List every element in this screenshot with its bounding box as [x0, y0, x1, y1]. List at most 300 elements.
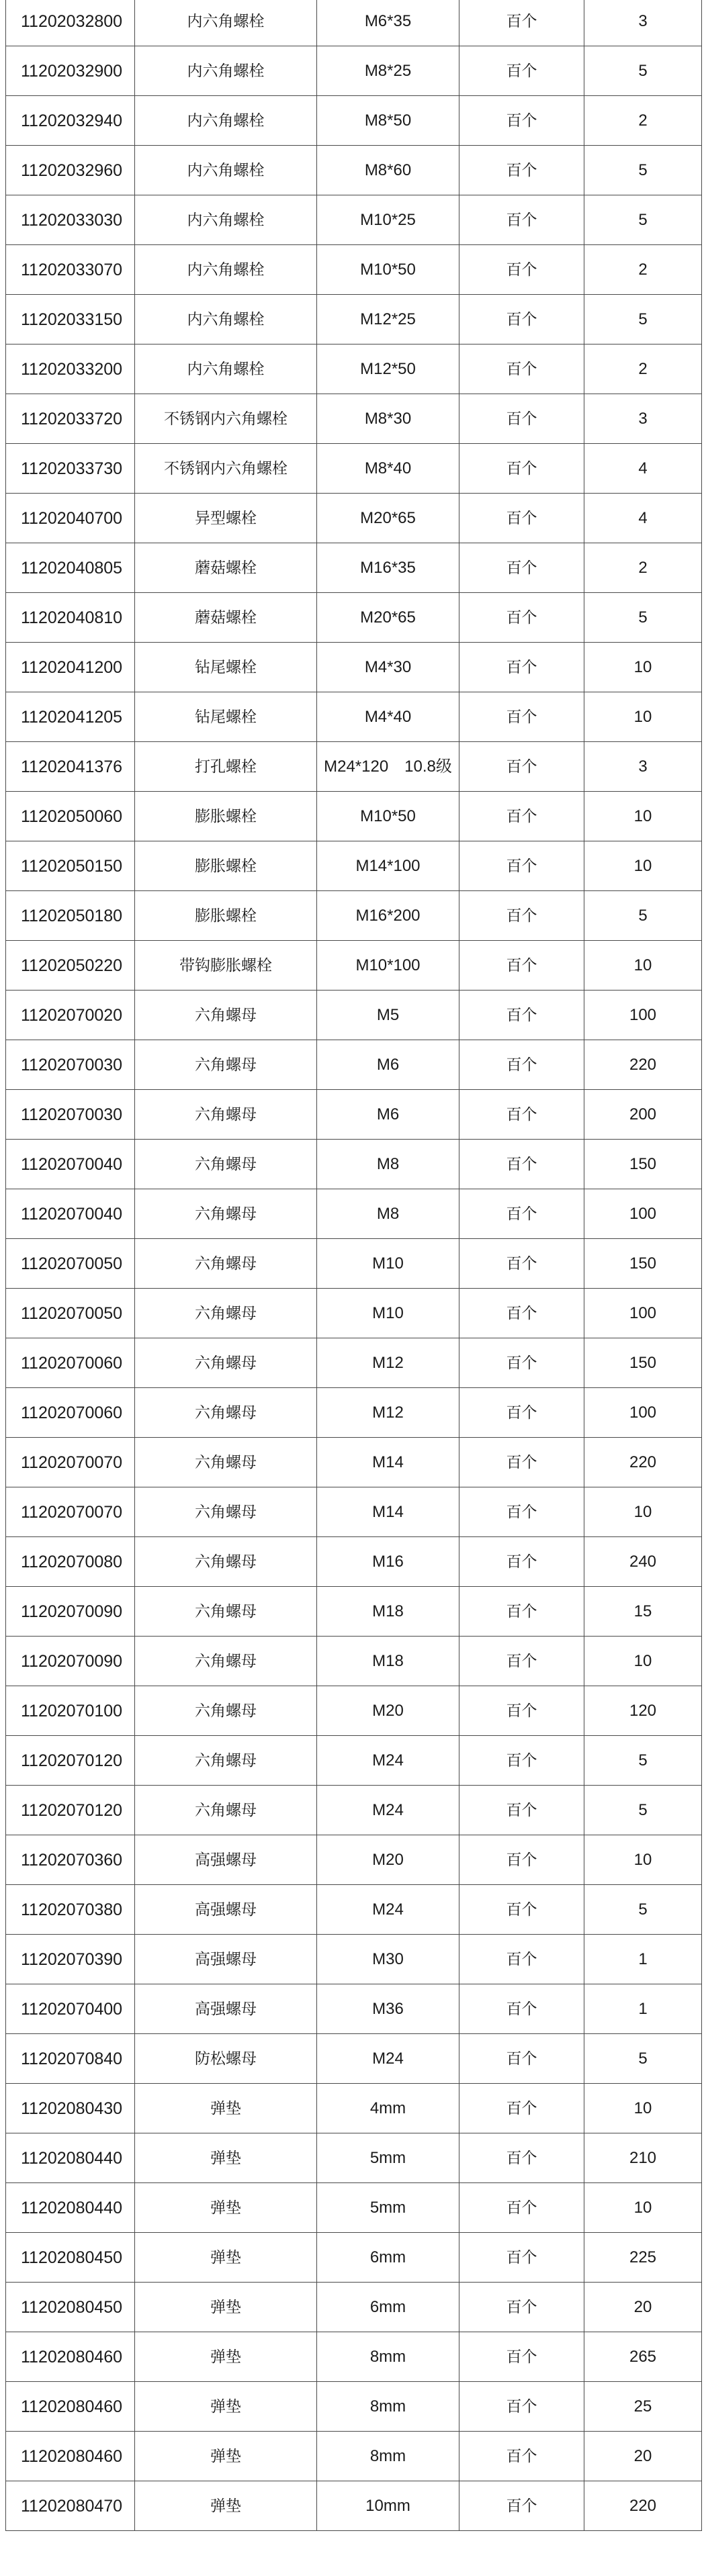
item-unit-cell: 百个: [459, 46, 584, 96]
parts-table: [5, 0, 702, 2531]
table-row: [6, 1388, 702, 1438]
item-name-cell: 六角螺母: [135, 1438, 317, 1487]
item-name-cell: 高强螺母: [135, 1984, 317, 2034]
item-unit-cell: 百个: [459, 1984, 584, 2034]
item-spec-cell: M8*25: [317, 46, 459, 96]
item-name-cell: 膨胀螺栓: [135, 841, 317, 891]
item-unit-cell: 百个: [459, 195, 584, 245]
item-spec-cell: 10mm: [317, 2481, 459, 2531]
item-qty-cell: 25: [584, 2382, 702, 2432]
item-name-cell: 蘑菇螺栓: [135, 593, 317, 643]
table-row: [6, 2382, 702, 2432]
item-name-cell: 弹垫: [135, 2133, 317, 2183]
item-code-cell: 11202080470: [6, 2481, 135, 2531]
item-spec-cell: 8mm: [317, 2432, 459, 2481]
item-spec-cell: M24*120 10.8级: [317, 742, 459, 792]
item-qty-cell: 4: [584, 494, 702, 543]
table-row: [6, 643, 702, 692]
item-spec-cell: M24: [317, 1786, 459, 1835]
item-unit-cell: 百个: [459, 1289, 584, 1338]
item-name-cell: 弹垫: [135, 2233, 317, 2283]
table-row: [6, 1935, 702, 1984]
item-code-cell: 11202041200: [6, 643, 135, 692]
item-spec-cell: M20: [317, 1835, 459, 1885]
item-code-cell: 11202050060: [6, 792, 135, 841]
item-qty-cell: 5: [584, 891, 702, 941]
item-unit-cell: 百个: [459, 643, 584, 692]
item-qty-cell: 220: [584, 1040, 702, 1090]
item-qty-cell: 10: [584, 1487, 702, 1537]
item-spec-cell: M8*30: [317, 394, 459, 444]
item-spec-cell: M6*35: [317, 0, 459, 46]
table-row: [6, 1289, 702, 1338]
item-code-cell: 11202070080: [6, 1537, 135, 1587]
item-qty-cell: 10: [584, 1835, 702, 1885]
table-row: [6, 1736, 702, 1786]
item-unit-cell: 百个: [459, 1090, 584, 1140]
item-qty-cell: 5: [584, 295, 702, 344]
item-spec-cell: M30: [317, 1935, 459, 1984]
item-qty-cell: 5: [584, 2034, 702, 2084]
table-row: [6, 146, 702, 195]
item-unit-cell: 百个: [459, 1040, 584, 1090]
item-unit-cell: 百个: [459, 1537, 584, 1587]
item-unit-cell: 百个: [459, 891, 584, 941]
table-row: [6, 1090, 702, 1140]
item-spec-cell: 6mm: [317, 2283, 459, 2332]
item-code-cell: 11202070360: [6, 1835, 135, 1885]
item-unit-cell: 百个: [459, 2034, 584, 2084]
item-qty-cell: 265: [584, 2332, 702, 2382]
item-spec-cell: M4*30: [317, 643, 459, 692]
item-code-cell: 11202032800: [6, 0, 135, 46]
item-spec-cell: M12: [317, 1338, 459, 1388]
item-spec-cell: M18: [317, 1637, 459, 1686]
table-row: [6, 1338, 702, 1388]
item-code-cell: 11202033030: [6, 195, 135, 245]
item-name-cell: 内六角螺栓: [135, 146, 317, 195]
item-name-cell: 弹垫: [135, 2084, 317, 2133]
item-qty-cell: 15: [584, 1587, 702, 1637]
item-code-cell: 11202070400: [6, 1984, 135, 2034]
table-row: [6, 1686, 702, 1736]
item-name-cell: 六角螺母: [135, 1388, 317, 1438]
item-qty-cell: 10: [584, 1637, 702, 1686]
item-unit-cell: 百个: [459, 2133, 584, 2183]
table-row: [6, 891, 702, 941]
item-qty-cell: 150: [584, 1338, 702, 1388]
item-name-cell: 六角螺母: [135, 1487, 317, 1537]
item-qty-cell: 20: [584, 2432, 702, 2481]
item-qty-cell: 1: [584, 1935, 702, 1984]
item-name-cell: 弹垫: [135, 2183, 317, 2233]
item-unit-cell: 百个: [459, 1239, 584, 1289]
item-code-cell: 11202070390: [6, 1935, 135, 1984]
item-spec-cell: M8: [317, 1140, 459, 1189]
table-row: [6, 245, 702, 295]
item-unit-cell: 百个: [459, 841, 584, 891]
table-row: [6, 394, 702, 444]
table-row: [6, 1239, 702, 1289]
item-code-cell: 11202070070: [6, 1438, 135, 1487]
item-code-cell: 11202032960: [6, 146, 135, 195]
item-spec-cell: M10: [317, 1289, 459, 1338]
item-unit-cell: 百个: [459, 444, 584, 494]
item-name-cell: 六角螺母: [135, 1537, 317, 1587]
item-unit-cell: 百个: [459, 742, 584, 792]
table-row: [6, 543, 702, 593]
item-code-cell: 11202080460: [6, 2332, 135, 2382]
item-name-cell: 防松螺母: [135, 2034, 317, 2084]
item-spec-cell: M6: [317, 1090, 459, 1140]
item-name-cell: 六角螺母: [135, 1140, 317, 1189]
item-unit-cell: 百个: [459, 1835, 584, 1885]
item-qty-cell: 200: [584, 1090, 702, 1140]
item-qty-cell: 150: [584, 1140, 702, 1189]
item-spec-cell: M20*65: [317, 593, 459, 643]
table-row: [6, 2133, 702, 2183]
item-code-cell: 11202050180: [6, 891, 135, 941]
item-code-cell: 11202080460: [6, 2432, 135, 2481]
table-row: [6, 1835, 702, 1885]
item-qty-cell: 10: [584, 841, 702, 891]
item-unit-cell: 百个: [459, 1438, 584, 1487]
item-name-cell: 六角螺母: [135, 1736, 317, 1786]
table-row: [6, 46, 702, 96]
item-spec-cell: M18: [317, 1587, 459, 1637]
item-unit-cell: 百个: [459, 1487, 584, 1537]
table-row: [6, 2233, 702, 2283]
item-qty-cell: 10: [584, 792, 702, 841]
item-code-cell: 11202070070: [6, 1487, 135, 1537]
table-row: [6, 295, 702, 344]
item-unit-cell: 百个: [459, 1786, 584, 1835]
table-row: [6, 1885, 702, 1935]
item-spec-cell: M36: [317, 1984, 459, 2034]
item-qty-cell: 100: [584, 1289, 702, 1338]
item-code-cell: 11202032900: [6, 46, 135, 96]
item-spec-cell: M4*40: [317, 692, 459, 742]
item-code-cell: 11202041205: [6, 692, 135, 742]
item-code-cell: 11202050220: [6, 941, 135, 991]
item-qty-cell: 220: [584, 1438, 702, 1487]
item-qty-cell: 225: [584, 2233, 702, 2283]
table-row: [6, 1637, 702, 1686]
item-unit-cell: 百个: [459, 2432, 584, 2481]
item-unit-cell: 百个: [459, 593, 584, 643]
item-spec-cell: M14: [317, 1487, 459, 1537]
item-name-cell: 高强螺母: [135, 1935, 317, 1984]
table-row: [6, 1189, 702, 1239]
item-spec-cell: M14*100: [317, 841, 459, 891]
item-name-cell: 六角螺母: [135, 1637, 317, 1686]
item-qty-cell: 2: [584, 344, 702, 394]
item-unit-cell: 百个: [459, 1140, 584, 1189]
item-qty-cell: 240: [584, 1537, 702, 1587]
item-unit-cell: 百个: [459, 344, 584, 394]
item-code-cell: 11202070040: [6, 1140, 135, 1189]
table-row: [6, 195, 702, 245]
item-name-cell: 钻尾螺栓: [135, 643, 317, 692]
item-spec-cell: M8*60: [317, 146, 459, 195]
item-name-cell: 异型螺栓: [135, 494, 317, 543]
item-qty-cell: 120: [584, 1686, 702, 1736]
item-name-cell: 内六角螺栓: [135, 245, 317, 295]
item-name-cell: 膨胀螺栓: [135, 891, 317, 941]
item-unit-cell: 百个: [459, 1637, 584, 1686]
item-spec-cell: 8mm: [317, 2382, 459, 2432]
item-code-cell: 11202080450: [6, 2283, 135, 2332]
item-spec-cell: M24: [317, 1736, 459, 1786]
item-code-cell: 11202050150: [6, 841, 135, 891]
item-qty-cell: 100: [584, 1189, 702, 1239]
item-code-cell: 11202070020: [6, 991, 135, 1040]
item-unit-cell: 百个: [459, 1388, 584, 1438]
item-spec-cell: M24: [317, 1885, 459, 1935]
item-spec-cell: M12: [317, 1388, 459, 1438]
item-qty-cell: 10: [584, 2084, 702, 2133]
item-unit-cell: 百个: [459, 941, 584, 991]
item-name-cell: 六角螺母: [135, 1686, 317, 1736]
item-spec-cell: M16*200: [317, 891, 459, 941]
item-qty-cell: 5: [584, 146, 702, 195]
item-qty-cell: 5: [584, 195, 702, 245]
item-code-cell: 11202070120: [6, 1786, 135, 1835]
item-qty-cell: 4: [584, 444, 702, 494]
table-row: [6, 2183, 702, 2233]
item-name-cell: 六角螺母: [135, 1189, 317, 1239]
table-row: [6, 344, 702, 394]
table-row: [6, 1040, 702, 1090]
item-name-cell: 六角螺母: [135, 1338, 317, 1388]
item-qty-cell: 150: [584, 1239, 702, 1289]
table-row: [6, 1487, 702, 1537]
item-spec-cell: M10*25: [317, 195, 459, 245]
item-unit-cell: 百个: [459, 146, 584, 195]
item-unit-cell: 百个: [459, 245, 584, 295]
table-row: [6, 2432, 702, 2481]
table-row: [6, 1438, 702, 1487]
table-row: [6, 841, 702, 891]
item-name-cell: 钻尾螺栓: [135, 692, 317, 742]
item-qty-cell: 10: [584, 643, 702, 692]
item-qty-cell: 100: [584, 1388, 702, 1438]
item-code-cell: 11202040810: [6, 593, 135, 643]
item-code-cell: 11202080440: [6, 2183, 135, 2233]
item-unit-cell: 百个: [459, 2283, 584, 2332]
item-name-cell: 弹垫: [135, 2283, 317, 2332]
item-name-cell: 不锈钢内六角螺栓: [135, 394, 317, 444]
item-code-cell: 11202080460: [6, 2382, 135, 2432]
item-name-cell: 高强螺母: [135, 1885, 317, 1935]
item-code-cell: 11202070120: [6, 1736, 135, 1786]
item-unit-cell: 百个: [459, 1587, 584, 1637]
item-unit-cell: 百个: [459, 2084, 584, 2133]
item-unit-cell: 百个: [459, 394, 584, 444]
item-spec-cell: 8mm: [317, 2332, 459, 2382]
item-qty-cell: 1: [584, 1984, 702, 2034]
item-spec-cell: M8*50: [317, 96, 459, 146]
item-unit-cell: 百个: [459, 1189, 584, 1239]
item-name-cell: 六角螺母: [135, 1786, 317, 1835]
item-name-cell: 弹垫: [135, 2481, 317, 2531]
table-row: [6, 742, 702, 792]
item-code-cell: 11202033730: [6, 444, 135, 494]
item-unit-cell: 百个: [459, 792, 584, 841]
table-row: [6, 692, 702, 742]
item-code-cell: 11202033150: [6, 295, 135, 344]
table-row: [6, 0, 702, 46]
item-unit-cell: 百个: [459, 1736, 584, 1786]
item-name-cell: 内六角螺栓: [135, 96, 317, 146]
item-spec-cell: M5: [317, 991, 459, 1040]
item-name-cell: 蘑菇螺栓: [135, 543, 317, 593]
item-unit-cell: 百个: [459, 295, 584, 344]
item-spec-cell: M20*65: [317, 494, 459, 543]
item-name-cell: 内六角螺栓: [135, 195, 317, 245]
item-code-cell: 11202041376: [6, 742, 135, 792]
item-code-cell: 11202070060: [6, 1338, 135, 1388]
item-spec-cell: 5mm: [317, 2133, 459, 2183]
item-code-cell: 11202080450: [6, 2233, 135, 2283]
item-code-cell: 11202033200: [6, 344, 135, 394]
item-name-cell: 内六角螺栓: [135, 295, 317, 344]
item-unit-cell: 百个: [459, 543, 584, 593]
item-code-cell: 11202070030: [6, 1090, 135, 1140]
table-row: [6, 1140, 702, 1189]
item-code-cell: 11202040805: [6, 543, 135, 593]
item-spec-cell: M10*50: [317, 792, 459, 841]
item-name-cell: 带钩膨胀螺栓: [135, 941, 317, 991]
item-spec-cell: M24: [317, 2034, 459, 2084]
item-name-cell: 高强螺母: [135, 1835, 317, 1885]
item-name-cell: 弹垫: [135, 2332, 317, 2382]
item-qty-cell: 10: [584, 692, 702, 742]
item-qty-cell: 3: [584, 742, 702, 792]
item-name-cell: 六角螺母: [135, 1587, 317, 1637]
table-row: [6, 2332, 702, 2382]
item-name-cell: 六角螺母: [135, 991, 317, 1040]
item-spec-cell: M10*100: [317, 941, 459, 991]
item-unit-cell: 百个: [459, 96, 584, 146]
item-qty-cell: 10: [584, 2183, 702, 2233]
item-qty-cell: 3: [584, 394, 702, 444]
item-unit-cell: 百个: [459, 2233, 584, 2283]
item-qty-cell: 2: [584, 96, 702, 146]
item-code-cell: 11202070840: [6, 2034, 135, 2084]
table-row: [6, 1587, 702, 1637]
table-row: [6, 494, 702, 543]
table-row: [6, 2034, 702, 2084]
table-row: [6, 991, 702, 1040]
item-unit-cell: 百个: [459, 1338, 584, 1388]
item-name-cell: 弹垫: [135, 2382, 317, 2432]
item-code-cell: 11202080440: [6, 2133, 135, 2183]
item-spec-cell: 4mm: [317, 2084, 459, 2133]
item-code-cell: 11202070090: [6, 1637, 135, 1686]
item-code-cell: 11202033070: [6, 245, 135, 295]
item-qty-cell: 5: [584, 46, 702, 96]
table-row: [6, 792, 702, 841]
item-spec-cell: M20: [317, 1686, 459, 1736]
item-unit-cell: 百个: [459, 692, 584, 742]
item-name-cell: 不锈钢内六角螺栓: [135, 444, 317, 494]
item-spec-cell: 5mm: [317, 2183, 459, 2233]
item-qty-cell: 5: [584, 1885, 702, 1935]
table-row: [6, 593, 702, 643]
item-unit-cell: 百个: [459, 2481, 584, 2531]
item-qty-cell: 2: [584, 543, 702, 593]
item-code-cell: 11202070050: [6, 1289, 135, 1338]
table-row: [6, 2283, 702, 2332]
item-name-cell: 六角螺母: [135, 1090, 317, 1140]
item-spec-cell: M16*35: [317, 543, 459, 593]
item-code-cell: 11202032940: [6, 96, 135, 146]
table-row: [6, 1786, 702, 1835]
table-row: [6, 1537, 702, 1587]
item-qty-cell: 3: [584, 0, 702, 46]
item-code-cell: 11202033720: [6, 394, 135, 444]
item-name-cell: 打孔螺栓: [135, 742, 317, 792]
item-spec-cell: M6: [317, 1040, 459, 1090]
table-row: [6, 96, 702, 146]
item-code-cell: 11202070090: [6, 1587, 135, 1637]
item-name-cell: 内六角螺栓: [135, 344, 317, 394]
item-unit-cell: 百个: [459, 1885, 584, 1935]
item-code-cell: 11202040700: [6, 494, 135, 543]
item-spec-cell: 6mm: [317, 2233, 459, 2283]
item-unit-cell: 百个: [459, 2183, 584, 2233]
item-qty-cell: 220: [584, 2481, 702, 2531]
item-spec-cell: M12*25: [317, 295, 459, 344]
item-code-cell: 11202080430: [6, 2084, 135, 2133]
item-qty-cell: 5: [584, 593, 702, 643]
item-code-cell: 11202070100: [6, 1686, 135, 1736]
item-name-cell: 六角螺母: [135, 1289, 317, 1338]
item-spec-cell: M12*50: [317, 344, 459, 394]
item-name-cell: 内六角螺栓: [135, 46, 317, 96]
item-spec-cell: M8: [317, 1189, 459, 1239]
table-row: [6, 2084, 702, 2133]
item-unit-cell: 百个: [459, 991, 584, 1040]
item-code-cell: 11202070060: [6, 1388, 135, 1438]
item-qty-cell: 210: [584, 2133, 702, 2183]
item-name-cell: 六角螺母: [135, 1239, 317, 1289]
item-unit-cell: 百个: [459, 1935, 584, 1984]
item-code-cell: 11202070380: [6, 1885, 135, 1935]
table-row: [6, 1984, 702, 2034]
item-qty-cell: 5: [584, 1736, 702, 1786]
item-name-cell: 膨胀螺栓: [135, 792, 317, 841]
item-unit-cell: 百个: [459, 1686, 584, 1736]
item-spec-cell: M8*40: [317, 444, 459, 494]
item-spec-cell: M14: [317, 1438, 459, 1487]
item-unit-cell: 百个: [459, 0, 584, 46]
item-qty-cell: 2: [584, 245, 702, 295]
item-name-cell: 弹垫: [135, 2432, 317, 2481]
item-spec-cell: M16: [317, 1537, 459, 1587]
parts-table-body: [6, 0, 702, 2531]
item-unit-cell: 百个: [459, 2382, 584, 2432]
table-row: [6, 2481, 702, 2531]
item-qty-cell: 20: [584, 2283, 702, 2332]
item-code-cell: 11202070050: [6, 1239, 135, 1289]
item-qty-cell: 10: [584, 941, 702, 991]
item-qty-cell: 5: [584, 1786, 702, 1835]
item-spec-cell: M10: [317, 1239, 459, 1289]
item-name-cell: 六角螺母: [135, 1040, 317, 1090]
item-code-cell: 11202070040: [6, 1189, 135, 1239]
